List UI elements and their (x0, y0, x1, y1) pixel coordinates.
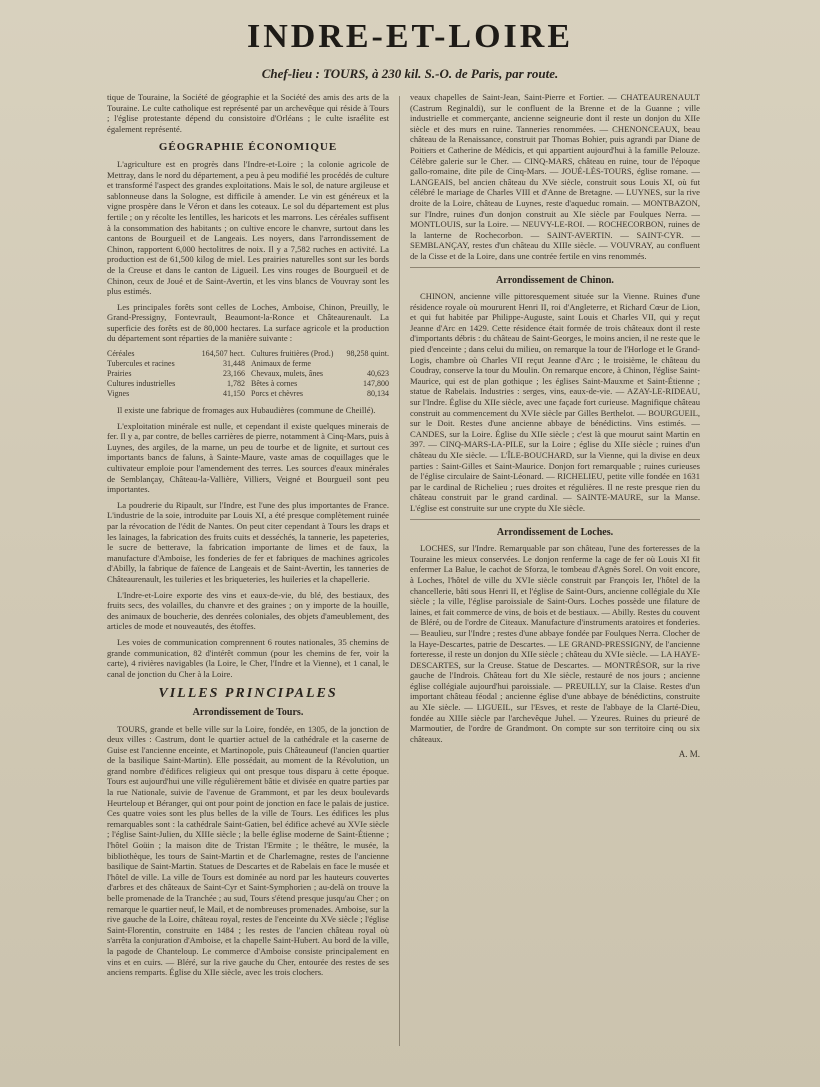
heading-arrondissement-chinon: Arrondissement de Chinon. (496, 274, 614, 286)
stat-row: Prairies 23,166 (107, 369, 245, 379)
stat-row: Porcs et chèvres 80,134 (251, 389, 389, 399)
geo-paragraph: L'exploitation minérale est nulle, et cependant il existe quelques minerais de fer. Il y a, par contre, de belles carrières de pierre, notamment à Cinq-Mars, puis à Luynes, des argiles, de la marne, un peu de tourbe et de lignite, et surtout ces importants bancs de faluns, à Sainte-Maure, vaste amas de coquillages que le cultivateur emploie pour l'amendement des terres. Les sources d'eaux minérales de Semblançay, Château-la-Vallière, Villiers, Veigné et Bourgueil sont peu importantes. (107, 420, 389, 495)
geo-paragraph: Il existe une fabrique de fromages aux Hubaudières (commune de Cheillé). (117, 405, 376, 416)
stat-row: Cultures fruitières (Prod.) 98,258 quint. (251, 349, 389, 359)
heading-arrondissement-tours: Arrondissement de Tours. (192, 706, 304, 718)
geo-paragraph: La poudrerie du Ripault, sur l'Indre, est l'une des plus importantes de France. L'industrie de la soie, introduite par Louis XI, a été presque complètement ruinée par la révocation de l'édit de Nantes. On peut citer cependant à Tours les draps et les lainages, la fabrication des fruits cuits et desséchés, la tannerie, les papeteries, le sucre de betterave, la fabrication importante de limes et de faux, la manufacture d'Amboise, les fonderies de fer et fabriques de machines agricoles d'Abilly, la fabrique de faïence de Langeais et de Saint-Avertin, les tanneries de Châteaurenault, les tuileries et les briqueteries, les huileries et la chapellerie. (107, 499, 389, 584)
statistics-table (107, 349, 389, 399)
author-signature: A. M. (678, 749, 700, 760)
stat-row: Chevaux, mulets, ânes 40,623 (251, 369, 389, 379)
heading-geographie: GÉOGRAPHIE ÉCONOMIQUE (158, 141, 338, 154)
geo-paragraph: L'Indre-et-Loire exporte des vins et eaux-de-vie, du blé, des bestiaux, des fruits secs, des volailles, du chanvre et des graines ; on y importe de la houille, des animaux de boucherie, des denrées coloniales, des objets d'ameublement, des articles de mode et nouveautés, des étoffes. (107, 589, 389, 632)
page-subtitle: Chef-lieu : TOURS, à 230 kil. S.-O. de Paris, par route. (261, 66, 559, 81)
geo-paragraph: Les principales forêts sont celles de Loches, Amboise, Chinon, Preuilly, le Grand-Pressigny, Fontevrault, Beaumont-la-Ronce et Châteaurenault. La superficie des forêts est de 80,000 hectares. La surface agricole et la production du département sont réparties de la manière suivante : (107, 301, 389, 344)
heading-villes: VILLES PRINCIPALES (158, 686, 338, 702)
statistics-left (107, 349, 245, 399)
stat-row: Animaux de ferme (251, 359, 311, 369)
tours-paragraph: TOURS, grande et belle ville sur la Loire, fondée, en 1305, de la jonction de deux villes : Castrum, dont le quartier actuel de la cathédrale et la caserne de Guise est l'ancienne enceinte, et Martinopole, puis Châteauneuf (l'ancien quartier de la basilique Saint-Martin). Elle possédait, au moment de la Révolution, un grand nombre d'édifices religieux qui ont presque tous disparu à cette époque. Tours est aujourd'hui une ville régulièrement bâtie et divisée en quatre parties par la rue Nationale, suivie de l'avenue de Grammont, et par les deux boulevards Heurteloup et Béranger, qui ont pour point de jonction en face le palais de justice. Ces quatre voies sont les plus belles de la ville de Tours. Les édifices les plus remarquables sont : la cathédrale Saint-Gatien, bel édifice achevé au XVIe siècle ; l'église Saint-Julien, du XIIIe siècle ; la belle église moderne de Saint-Étienne ; l'hôtel Goüin ; la maison dite de Tristan l'Ermite ; le théâtre, le musée, la bibliothèque, les tours de Saint-Martin et de Charlemagne, restes de l'ancienne basilique de Saint-Martin. Statues de Descartes et de Rabelais en face le musée et l'hôtel de ville. La ville de Tours est dominée au nord par les hauteurs couvertes d'arbres et des châteaux de Saint-Cyr et Saint-Symphorien ; au-delà on trouve la belle promenade de la Tranchée ; au sud, Tours s'étend presque jusqu'au Cher ; on remarque le quartier neuf, le Mail, et de nombreuses promenades. Amboise, sur la rive gauche de la Loire, château royal, restes de l'enceinte du XVe siècle ; l'église Saint-Florentin, construite en 1484 ; les restes de l'ancien château royal où s'arrêta la conjuration d'Amboise, et la chapelle Saint-Hubert. Au bord de la ville, la pagode de Chanteloup. Le commerce d'Amboise consiste principalement en vins et en cuirs. — Bléré, sur la rive gauche du Cher, entourée des restes de ses anciens remparts. Église du XIIe siècle, avec les trois clochers. (107, 723, 389, 978)
column-divider (399, 96, 400, 1046)
continued-paragraph: veaux chapelles de Saint-Jean, Saint-Pierre et Fortier. — CHATEAURENAULT (Castrum Reginaldi), sur le confluent de la Brenne et de la Guanne ; ville industrielle et commerçante, ancienne seigneurie dont il reste un donjon du XIIe siècle et des murs en ruine. Tanneries renommées. — CHENONCEAUX, beau château de la Renaissance, construit par Thomas Bohier, puis agrandi par Diane de Poitiers et Catherine de Médicis, et qui appartient aujourd'hui à la famille Pelouze. Célèbre galerie sur le Cher. — CINQ-MARS, château en ruine, tour de l'époque gallo-romaine, dite pile de Cinq-Mars. — JOUÉ-LÈS-TOURS, église romane. — LANGEAIS, bel ancien château du XVe siècle, construit sous Louis XI, où fut célébré le mariage de Charles VIII et d'Anne de Bretagne. — LUYNES, sur la rive droite de la Loire, château de Luynes, reste d'aqueduc romain. — MONTBAZON, sur l'Indre, ruines d'un donjon construit au XIe siècle par Foulques Nerra. — MONTLOUIS, sur la Loire. — NEUVY-LE-ROI. — ROCHECORBON, ruines de la lanterne de Rochecorbon. — SAINT-AVERTIN. — SAINT-CYR. — SEMBLANÇAY, restes d'un château du XIIIe siècle. — VOUVRAY, au confluent de la Cisse et de la Loire, dans une contrée fertile en vins renommés. (410, 92, 700, 261)
stat-row: Bêtes à cornes 147,800 (251, 379, 389, 389)
intro-paragraph: tique de Touraine, la Société de géographie et la Société des amis des arts de la Touraine. Le culte catholique est représenté par un archevêque qui réside à Tours ; l'église protestante dépend du consistoire d'Orléans ; le culte israélite est également représenté. (107, 92, 389, 134)
loches-paragraph: LOCHES, sur l'Indre. Remarquable par son château, l'une des forteresses de la Touraine les mieux conservées. Le donjon renferme la cage de fer où Louis XI fit enfermer La Balue, le cachot de Sforza, le tombeau d'Agnès Sorel. On voit encore, à Loches, l'hôtel de ville du XVIe siècle construit par François Ier, l'hôtel de la chancellerie, bâti sous Henri II, et l'église de Saint-Ours, ancienne collégiale du XIe siècle ; la ville, l'église paroissiale de Saint-Ours. Loches possède une filature de laines, et fait commerce de vins, de bois et de bestiaux. — Abilly. Restes du couvent de Bléré, ou de l'ordre de Citeaux. Manufacture d'instruments aratoires et fonderies. — Beaulieu, sur l'Indre ; restes d'une abbaye fondée par Foulques Nerra. Clocher de la Haye-Descartes, patrie de Descartes. — LE GRAND-PRESSIGNY, de l'ancienne forteresse, il reste un donjon du XIIe siècle ; château du XVIe siècle. — LA HAYE-DESCARTES, sur la Creuse. Statue de Descartes. — MONTRÉSOR, sur la rive gauche de l'Indrois. Château fort du XIe siècle, restauré de nos jours ; ancienne église collégiale aujourd'hui paroissiale. — PREUILLY, sur la Claise. Restes d'un important château féodal ; ancienne église d'une abbaye de bénédictins, construite au XIe siècle. — LIGUEIL, sur l'Esves, et reste de l'abbaye de la Clarté-Dieu, fondée au XIIIe siècle par l'archevêque Juhel. — Yzeures. Ruines du prieuré de Marmoutier, de l'ordre de Grandmont. On compte sur son territoire cinq ou six châteaux. (410, 543, 700, 744)
stat-row: Vignes 41,150 (107, 389, 245, 399)
heading-arrondissement-loches: Arrondissement de Loches. (496, 526, 614, 538)
stat-row: Tubercules et racines 31,448 (107, 359, 245, 369)
geo-paragraph: Les voies de communication comprennent 6 routes nationales, 35 chemins de grande communication, 82 d'intérêt commun (pour les chemins de fer, voir la carte), 4 rivières navigables (la Loire, le Cher, l'Indre et la Vienne), et 1 canal, le canal de jonction du Cher à la Loire. (107, 636, 389, 679)
left-column (107, 92, 389, 1052)
section-rule (410, 519, 700, 520)
statistics-right (251, 349, 389, 399)
stat-row: Cultures industrielles 1,782 (107, 379, 245, 389)
stat-row: Céréales 164,507 hect. (107, 349, 245, 359)
geo-paragraph: L'agriculture est en progrès dans l'Indre-et-Loire ; la colonie agricole de Mettray, dans le nord du département, a peu à peu modifié les procédés de culture et transformé l'aspect des grandes exploitations. Mais le sol, de nature argileuse et sablonneuse dans la Sologne, est difficile à amender. Le vin est généreux et la vigne prospère dans le Véron et dans les coteaux. Le sol du département est plus fertile ; on y récolte les lentilles, les haricots et les marrons. Les céréales suffisent à la consommation des habitants ; on cultive encore le chanvre, surtout dans les cantons de Bourgueil et de Langeais. Les noyers, dans l'arrondissement de Chinon, rapportent 6,000 hectolitres de noix. Il y a 7,582 ruches en activité. La production est de 61,500 kilog de miel. Les prairies naturelles sont sur les bords de la Creuse et dans le canton de Ligueil. Les vins rouges de Bourgueil et de Chinon, ceux de Joué et de Saint-Avertin, et les vins blancs de Vouvray sont les plus estimés. (107, 158, 389, 297)
chinon-paragraph: CHINON, ancienne ville pittoresquement située sur la Vienne. Ruines d'une résidence royale où moururent Henri II, roi d'Angleterre, et Richard Cœur de Lion, et qui fut habitée par Philippe-Auguste, saint Louis et Charles VII, qui y reçut Jeanne d'Arc en 1429. Cette résidence était formée de trois châteaux dont il reste d'importants débris : du château de Saint-Georges, le moins ancien, il ne reste que le pied d'enceinte ; dans celui du milieu, on remarque la tour de l'Horloge et le Grand-Logis, chambre où Charles VII reçut Jeanne d'Arc ; le troisième, le château du Coudray, conserve la tour du Moulin. On remarque encore, à Chinon, l'église Saint-Maurice, qui est de plan gothique ; les églises Saint-Mauxme et Saint-Étienne ; statue de Rabelais. Industries : serges, vins, eaux-de-vie. — AZAY-LE-RIDEAU, sur l'Indre. Église du XIIe siècle, avec une façade fort curieuse. Magnifique château construit au commencement du XVIe siècle par Gilles Berthelot. — BOURGUEIL, sur le Doit. Restes d'une ancienne abbaye de bénédictins. Vins estimés. — CANDES, sur la Loire. Église du XIIe siècle ; c'est là que mourut saint Martin en 397. — CINQ-MARS-LA-PILE, sur la Loire ; église du XIIe siècle ; ruines d'un château du XIe siècle. — L'ÎLE-BOUCHARD, sur la Vienne, qui la divise en deux parties : Saint-Gilles et Saint-Maurice. Donjon fort remarquable ; ruines curieuses de l'église circulaire de Saint-Léonard. — RICHELIEU, petite ville fondée en 1631 par le cardinal de Richelieu ; rues droites et régulières. Il ne reste presque rien du château construit par le grand cardinal. — SAINTE-MAURE, sur la Manse. L'église est construite sur une crypte du XIe siècle. (410, 291, 700, 513)
section-rule (410, 267, 700, 268)
right-column (410, 92, 700, 992)
page-title: INDRE-ET-LOIRE (246, 18, 574, 55)
